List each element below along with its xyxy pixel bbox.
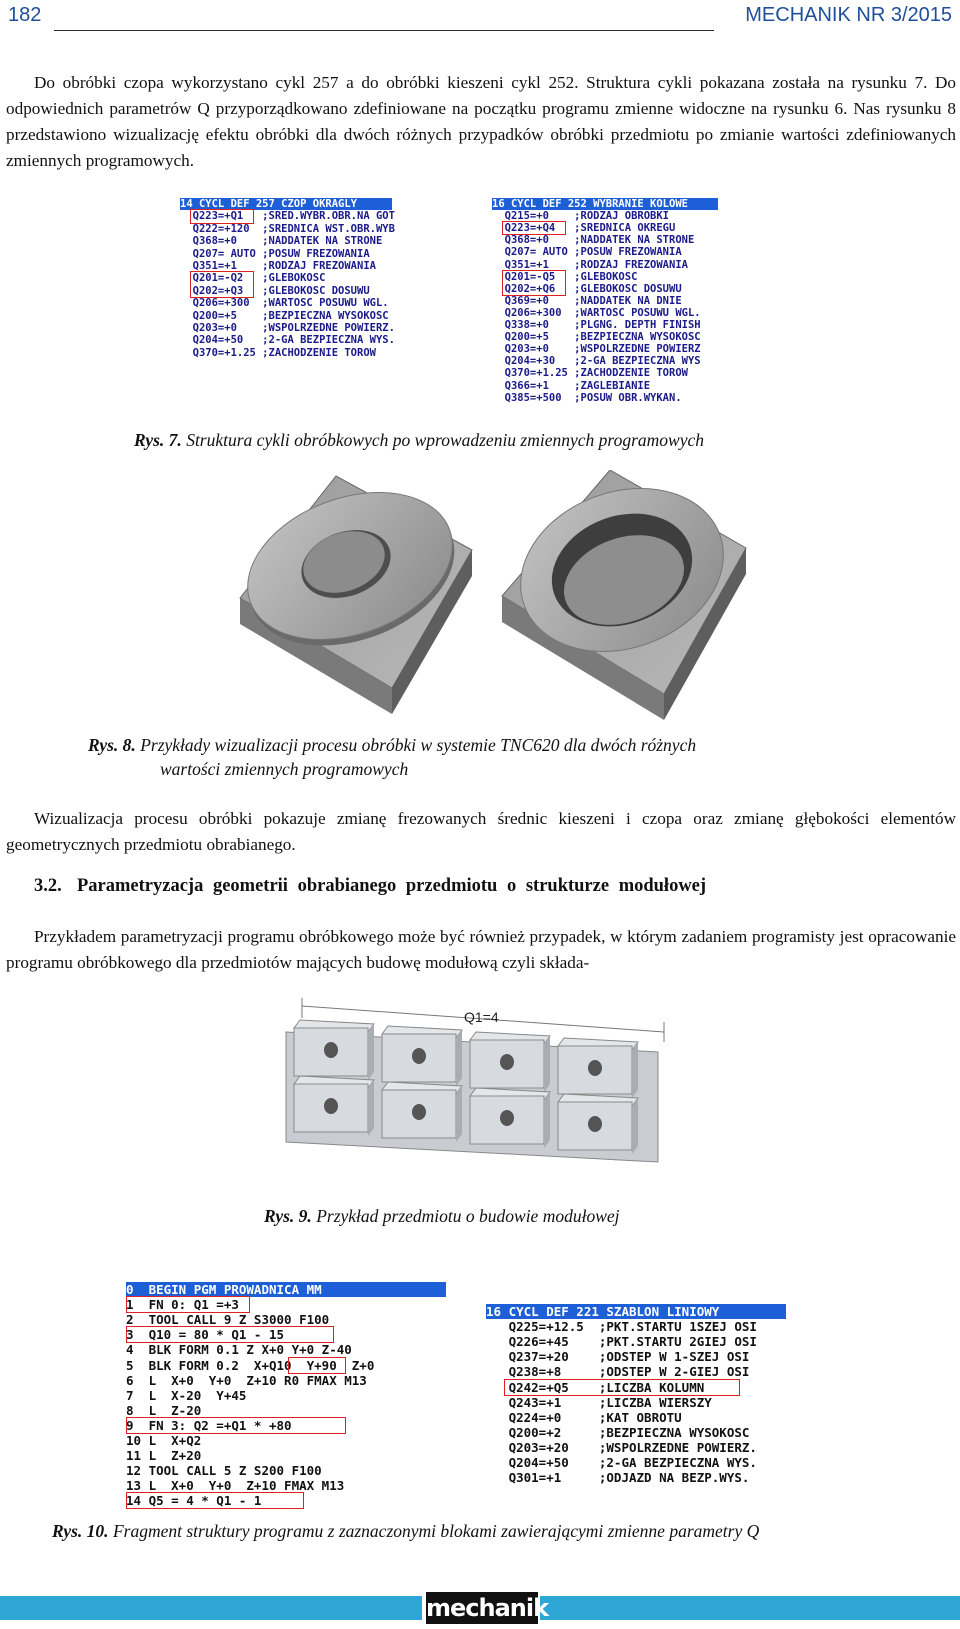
code-line: Q237=+20 ;ODSTEP W 1-SZEJ OSI [486, 1349, 750, 1365]
code-line: Q200=+5 ;BEZPIECZNA WYSOKOSC [180, 309, 389, 322]
paragraph-3 [6, 924, 956, 976]
fig9-caption-text: Przykład przedmiotu o budowie modułowej [316, 1206, 620, 1226]
code-line: 11 L Z+20 [126, 1448, 202, 1464]
code-line: Q242=+Q5 ;LICZBA KOLUMN [486, 1379, 705, 1395]
header-rule [54, 30, 714, 31]
code-line: Q224=+0 ;KAT OBROTU [486, 1409, 682, 1425]
code-line: Q301=+1 ;ODJAZD NA BEZP.WYS. [486, 1470, 750, 1486]
code-line: 0 BEGIN PGM PROWADNICA MM [126, 1282, 446, 1297]
module-block [544, 1036, 550, 1092]
fig7-right-cycle-listing [492, 198, 760, 416]
code-line: 4 BLK FORM 0.1 Z X+0 Y+0 Z-40 [126, 1342, 352, 1358]
fig8-caption-line2: wartości zmiennych programowych [160, 759, 409, 779]
code-line: Q202=+Q6 ;GLEBOKOSC DOSUWU [492, 282, 682, 295]
module-block [412, 1048, 426, 1064]
code-line: 13 L X+0 Y+0 Z+10 FMAX M13 [126, 1478, 345, 1494]
code-line: Q338=+0 ;PLGNG. DEPTH FINISH [492, 319, 701, 331]
code-line: Q243=+1 ;LICZBA WIERSZY [486, 1394, 712, 1410]
code-line: Q204=+50 ;2-GA BEZPIECZNA WYS. [180, 334, 395, 347]
code-line: 6 L X+0 Y+0 Z+10 R0 FMAX M13 [126, 1372, 367, 1388]
code-line: Q370=+1.25 ;ZACHODZENIE TOROW [492, 367, 688, 380]
code-line: Q226=+45 ;PKT.STARTU 2GIEJ OSI [486, 1334, 757, 1350]
code-line: Q206=+300 ;WARTOSC POSUWU WGL. [492, 306, 701, 319]
footer-logo-text: mechanik [426, 1594, 549, 1622]
fig7-left-cycle-listing [180, 198, 468, 368]
fig10-caption-text: Fragment struktury programu z zaznaczonymi blokami zawierającymi zmienne parametry Q [112, 1521, 760, 1541]
code-line: Q351=+1 ;RODZAJ FREZOWANIA [492, 258, 688, 271]
fig8-caption-line1 [88, 735, 696, 756]
section-title: Parametryzacja geometrii obrabianego przedmiotu o strukturze modułowej [77, 876, 707, 896]
code-line: Q215=+0 ;RODZAJ OBROBKI [492, 210, 670, 223]
fig10-caption-label: Rys. 10. [52, 1521, 109, 1541]
journal-title: MECHANIK NR 3/2015 [745, 4, 952, 26]
highlight-box [126, 1492, 304, 1509]
code-line: Q223=+Q1 ;SRED.WYBR.OBR.NA GOT [180, 210, 395, 223]
fig9-caption-label: Rys. 9. [264, 1206, 312, 1226]
code-line: Q200=+5 ;BEZPIECZNA WYSOKOSC [492, 331, 701, 344]
paragraph-3-text: Przykładem parametryzacji programu obróbkowego może być również przypadek, w którym zadaniem programisty jest opracowanie programu obróbkowego dla przedmiotów mających budowę modułową czyli składa- [6, 927, 956, 972]
code-line: 12 TOOL CALL 5 Z S200 F100 [126, 1463, 322, 1479]
highlight-box [126, 1326, 334, 1343]
highlight-box [190, 209, 254, 223]
code-line: Q368=+0 ;NADDATEK NA STRONE [180, 235, 383, 248]
highlight-box [190, 271, 254, 298]
module-block [632, 1042, 638, 1098]
highlight-box [502, 270, 566, 296]
code-line: 8 L Z-20 [126, 1402, 202, 1418]
section-heading [34, 876, 706, 897]
fig8-caption-label: Rys. 8. [88, 735, 136, 755]
code-line: 5 BLK FORM 0.2 X+Q10 Y+90 Z+0 [126, 1357, 375, 1373]
fig8-left-part [227, 470, 475, 714]
code-line: Q385=+500 ;POSUW OBR.WYKAN. [492, 391, 682, 404]
highlight-box [126, 1417, 346, 1434]
module-block [456, 1086, 462, 1142]
code-line: Q201=-Q5 ;GLEBOKOSC [492, 270, 638, 283]
code-line: Q222=+120 ;SREDNICA WST.OBR.WYB [180, 222, 395, 235]
module-block [500, 1054, 514, 1070]
fig8-caption-text-1: Przykłady wizualizacji procesu obróbki w systemie TNC620 dla dwóch różnych [140, 735, 697, 755]
code-line: Q204=+50 ;2-GA BEZPIECZNA WYS. [486, 1455, 757, 1470]
code-line: Q223=+Q4 ;SREDNICA OKREGU [492, 222, 676, 235]
code-line: Q369=+0 ;NADDATEK NA DNIE [492, 294, 682, 307]
code-line: 10 L X+Q2 [126, 1433, 202, 1448]
code-line: Q368=+0 ;NADDATEK NA STRONE [492, 234, 695, 247]
paragraph-2-text: Wizualizacja procesu obróbki pokazuje zmianę frezowanych średnic kieszeni i czopa oraz zmianę głębokości elementów geometrycznych przedmiotu obrabianego. [6, 809, 956, 854]
module-block [588, 1060, 602, 1076]
code-line: Q200=+2 ;BEZPIECZNA WYSOKOSC [486, 1424, 750, 1440]
code-line: 14 CYCL DEF 257 CZOP OKRAGLY [180, 198, 392, 210]
paragraph-1 [6, 70, 956, 174]
code-line: Q203=+20 ;WSPOLRZEDNE POWIERZ. [486, 1439, 757, 1455]
fig9-caption [264, 1206, 620, 1227]
footer-logo [0, 1592, 960, 1624]
code-line: Q366=+1 ;ZAGLEBIANIE [492, 379, 651, 392]
fig7-caption-label: Rys. 7. [134, 430, 182, 450]
code-line: 16 CYCL DEF 252 WYBRANIE KOLOWE [492, 198, 718, 210]
fig7-caption-text: Struktura cykli obróbkowych po wprowadzeniu zmiennych programowych [186, 430, 704, 450]
fig10-cycle-listing [486, 1304, 832, 1490]
fig9-dimension-label: Q1=4 [464, 1009, 499, 1025]
highlight-box [126, 1296, 250, 1313]
code-line: 3 Q10 = 80 * Q1 - 15 [126, 1327, 285, 1343]
code-line: Q206=+300 ;WARTOSC POSUWU WGL. [180, 297, 389, 310]
page-number: 182 [8, 4, 42, 26]
module-block [456, 1030, 462, 1086]
module-block [632, 1098, 638, 1154]
fig7-caption [134, 430, 704, 451]
fig10-caption [52, 1521, 759, 1542]
code-line: Q203=+0 ;WSPOLRZEDNE POWIERZ [492, 343, 701, 356]
module-block [368, 1080, 374, 1136]
code-line: Q238=+8 ;ODSTEP W 2-GIEJ OSI [486, 1364, 750, 1380]
code-line: Q202=+Q3 ;GLEBOKOSC DOSUWU [180, 284, 370, 297]
page-header [8, 2, 952, 36]
module-block [588, 1116, 602, 1132]
fig10-program-listing [126, 1282, 456, 1508]
module-block [324, 1042, 338, 1058]
highlight-box [288, 1357, 346, 1374]
code-line: 7 L X-20 Y+45 [126, 1387, 247, 1403]
module-block [412, 1104, 426, 1120]
fig8-right-part [498, 470, 747, 720]
code-line: Q203=+0 ;WSPOLRZEDNE POWIERZ. [180, 322, 395, 334]
highlight-box [504, 1379, 740, 1396]
module-block [544, 1092, 550, 1148]
fig8-visualization-image [0, 470, 960, 732]
code-line: Q225=+12.5 ;PKT.STARTU 1SZEJ OSI [486, 1319, 757, 1335]
module-block [368, 1024, 374, 1080]
paragraph-2 [6, 806, 956, 858]
code-line: Q370=+1.25 ;ZACHODZENIE TOROW [180, 346, 376, 359]
code-line: 14 Q5 = 4 * Q1 - 1 [126, 1493, 262, 1509]
code-line: Q351=+1 ;RODZAJ FREZOWANIA [180, 260, 376, 272]
code-line: 9 FN 3: Q2 =+Q1 * +80 [126, 1417, 292, 1433]
code-line: 1 FN 0: Q1 =+3 [126, 1297, 239, 1313]
code-line: Q207= AUTO ;POSUW FREZOWANIA [180, 247, 370, 260]
code-line: 2 TOOL CALL 9 Z S3000 F100 [126, 1312, 330, 1328]
code-line: Q207= AUTO ;POSUW FREZOWANIA [492, 246, 682, 259]
paragraph-1-text: Do obróbki czopa wykorzystano cykl 257 a do obróbki kieszeni cykl 252. Struktura cykli pokazana została na rysunku 7. Do odpowiednich parametrów Q przyporządkowano zdefiniowane na początku programu zmienne widoczne na rysunku 6. Nas rysunku 8 przedstawiono wizualizację efektu obróbki dla dwóch różnych przypadków obróbki przedmiotu po zmianie wartości zdefiniowanych zmiennych programowych. [6, 73, 956, 170]
module-block [500, 1110, 514, 1126]
module-block [324, 1098, 338, 1114]
highlight-box [502, 221, 566, 235]
code-line: Q201=-Q2 ;GLEBOKOSC [180, 272, 326, 285]
fig9-modular-part-image [278, 992, 678, 1186]
section-number: 3.2. [34, 876, 62, 896]
code-line: Q204=+30 ;2-GA BEZPIECZNA WYS [492, 355, 701, 368]
code-line: 16 CYCL DEF 221 SZABLON LINIOWY [486, 1304, 786, 1319]
